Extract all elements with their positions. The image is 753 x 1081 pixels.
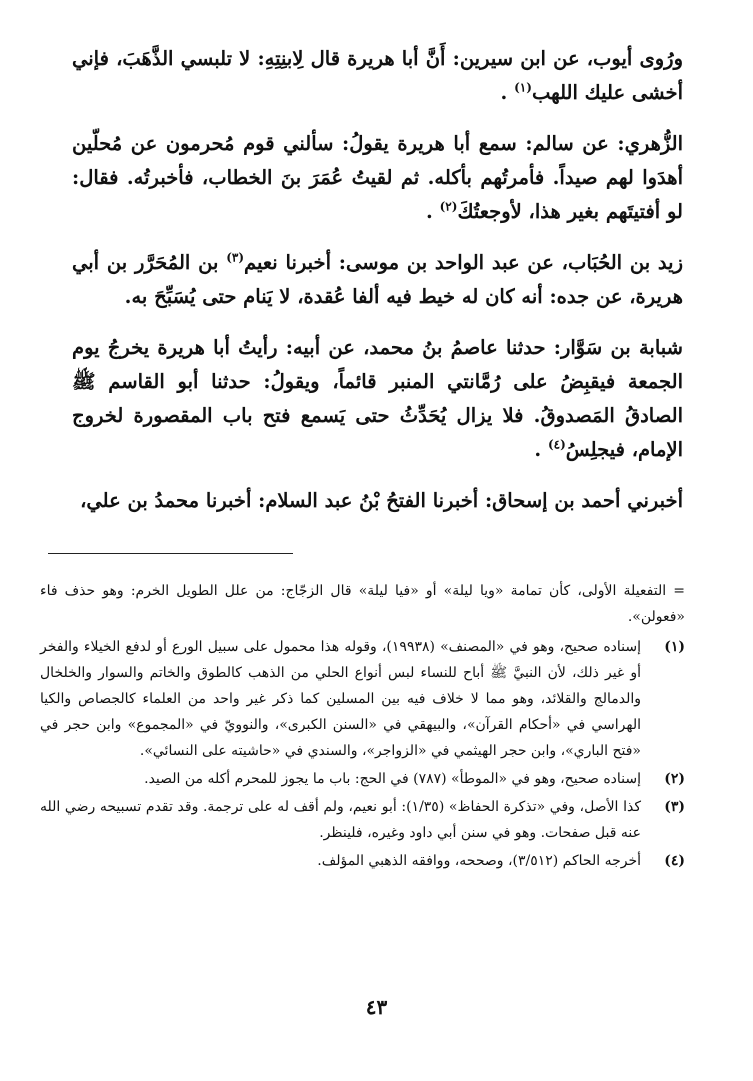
footnote-number: (١) xyxy=(664,639,685,655)
page-number: ٤٣ xyxy=(365,995,388,1019)
paragraph-tail: . xyxy=(426,200,433,223)
paragraph-2 xyxy=(72,127,683,229)
footnote-ref: (٣) xyxy=(226,250,245,265)
footnote-number: (٤) xyxy=(664,853,685,869)
footnote-text: إسناده صحيح، وهو في «المصنف» (١٩٩٣٨)، وقوله هذا محمول على سبيل الورع أو لدفع الخيلاء والفخر أو غير ذلك، لأن النبيَّ ﷺ أباح للنساء لبس أنواع الحلي من الذهب كالطوق والخاتم والسوار والخلخال والدمالج والقلائد، وهو مما لا خلاف فيه بين المسلين كما ذكر غير واحد من العلماء كالجصاص والكيا الهراسي في «أحكام القرآن»، والبيهقي في «السنن الكبرى»، والنوويّ في «المجموع» وابن حجر في «فتح الباري»، وابن حجر الهيثمي في «الزواجر»، والسندي في «حاشيته على النسائي». xyxy=(40,639,642,759)
paragraph-1 xyxy=(72,42,683,110)
footnote-ref: (١) xyxy=(514,80,532,95)
footnote-text: أخرجه الحاكم (٣/٥١٢)، وصححه، ووافقه الذهبي المؤلف. xyxy=(317,853,641,869)
paragraph-text: زيد بن الحُبَاب، عن عبد الواحد بن موسى: أخبرنا نعيم xyxy=(244,251,684,274)
footnote-ref: (٢) xyxy=(439,199,458,214)
paragraph-3 xyxy=(72,246,683,314)
paragraph-4 xyxy=(72,331,683,467)
footnote-continuation: = التفعيلة الأولى، كأن تمامة «ويا ليلة» أو «فيا ليلة» قال الزجّاج: من علل الطويل الخرم: وهو حذف فاء «فعولن». xyxy=(40,583,685,625)
footnote-divider xyxy=(48,553,293,554)
paragraph-text: الزُّهري: عن سالم: سمع أبا هريرة يقولُ: سألني قوم مُحرمون عن مُحلّين أهدَوا لهم صيداً. فأمرتُهم بأكله. ثم لقيتُ عُمَرَ بنَ الخطاب، فأخبرتُه. فقال: لو أفتيتَهم بغير هذا، لأوجعتُكَ xyxy=(72,132,683,223)
footnote-3 xyxy=(40,794,685,846)
paragraph-text: ورُوى أيوب، عن ابن سيرين: أَنَّ أبا هريرة قال لِابنِتِهِ: لا تلبسي الذَّهَبَ، فإني أخشى عليك اللهب xyxy=(72,47,683,104)
footnote-2 xyxy=(40,766,685,792)
main-text xyxy=(72,42,683,535)
footnote-text: كذا الأصل، وفي «تذكرة الحفاظ» (١/٣٥): أبو نعيم، ولم أقف له على ترجمة. وقد تقدم تسبيحه رضي الله عنه قبل صفحات. وهو في سنن أبي داود وغيره، فلينظر. xyxy=(40,799,641,841)
paragraph-tail: . xyxy=(534,438,542,461)
footnotes xyxy=(40,578,685,876)
footnote-ref: (٤) xyxy=(547,437,566,452)
paragraph-text: شبابة بن سَوَّار: حدثنا عاصمُ بنُ محمد، عن أبيه: رأيتُ أبا هريرة يخرجُ يوم الجمعة فيقبِضُ على رُمَّانتي المنبر قائماً، ويقولُ: حدثنا أبو القاسم ﷺ الصادقُ المَصدوقُ. فلا يزال يُحَدِّثُ حتى يَسمع فتح باب المقصورة لخروج الإمام، فيجلِسُ xyxy=(72,336,683,461)
paragraph-5 xyxy=(72,484,683,518)
footnote-1 xyxy=(40,634,685,764)
paragraph-tail: . xyxy=(500,81,508,104)
footnote-number: (٣) xyxy=(664,799,685,815)
footnote-number: (٢) xyxy=(664,771,685,787)
paragraph-text: أخبرني أحمد بن إسحاق: أخبرنا الفتحُ بْنُ عبد السلام: أخبرنا محمدُ بن علي، xyxy=(80,489,683,512)
footnote-4 xyxy=(40,848,685,874)
footnote-text: إسناده صحيح، وهو في «الموطأ» (٧٨٧) في الحج: باب ما يجوز للمحرم أكله من الصيد. xyxy=(144,771,641,787)
paragraph-tail: بن المُحَرَّر بن أبي هريرة، عن جده: أنه كان له خيط فيه ألفا عُقدة، لا يَنام حتى يُسَبِّحَ به. xyxy=(72,251,683,308)
